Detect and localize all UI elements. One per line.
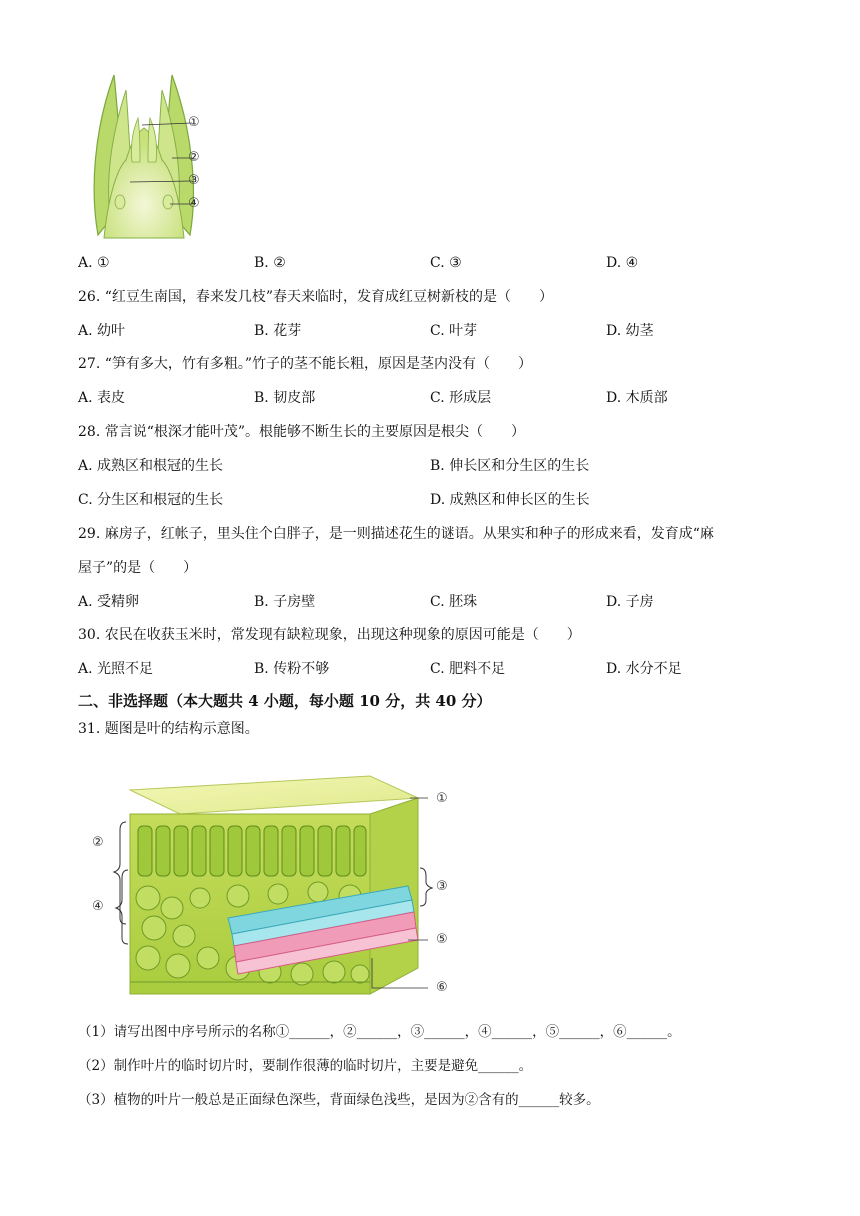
q29-option-b: B. 子房壁 <box>254 594 316 610</box>
q25-option-b: B. ② <box>254 255 286 271</box>
q28-stem: 28. 常言说“根深才能叶茂”。根能够不断生长的主要原因是根尖（ ） <box>78 424 526 440</box>
q28-option-d: D. 成熟区和伸长区的生长 <box>430 492 590 508</box>
q28-option-b: B. 伸长区和分生区的生长 <box>430 458 590 474</box>
q30-stem: 30. 农民在收获玉米时，常发现有缺粒现象，出现这种现象的原因可能是（ ） <box>78 627 581 643</box>
leaf-marker-2: ② <box>92 835 104 850</box>
q29-option-a: A. 受精卵 <box>78 594 140 610</box>
q26-option-d: D. 幼茎 <box>606 323 654 339</box>
q29-option-c: C. 胚珠 <box>430 594 478 610</box>
q27-option-b: B. 韧皮部 <box>254 390 316 406</box>
q31-sub2: （2）制作叶片的临时切片时，要制作很薄的临时切片，主要是避免______。 <box>78 1058 533 1074</box>
q27-stem: 27. “笋有多大，竹有多粗。”竹子的茎不能长粗，原因是茎内没有（ ） <box>78 356 533 372</box>
q30-option-c: C. 肥料不足 <box>430 661 506 677</box>
q26-option-b: B. 花芽 <box>254 323 302 339</box>
q29-stem-line1: 29. 麻房子，红帐子，里头住个白胖子，是一则描述花生的谜语。从果实和种子的形成来看，发育成“麻 <box>78 526 714 542</box>
q30-option-d: D. 水分不足 <box>606 661 682 677</box>
q25-option-c: C. ③ <box>430 255 462 271</box>
q30-option-a: A. 光照不足 <box>78 661 154 677</box>
leaf-marker-1: ① <box>436 791 448 806</box>
q31-sub1: （1）请写出图中序号所示的名称①______，②______，③______，④______，⑤______，⑥______。 <box>78 1024 681 1040</box>
leaf-marker-3: ③ <box>436 879 448 894</box>
section-heading: 二、非选择题（本大题共 4 小题，每小题 10 分，共 40 分） <box>78 692 492 710</box>
q26-option-c: C. 叶芽 <box>430 323 478 339</box>
q27-option-c: C. 形成层 <box>430 390 492 406</box>
q26-stem: 26. “红豆生南国，春来发几枝”春天来临时，发育成红豆树新枝的是（ ） <box>78 289 554 305</box>
bud-marker-2: ② <box>188 150 200 165</box>
bud-marker-1: ① <box>188 115 200 130</box>
leaf-marker-4: ④ <box>92 899 104 914</box>
leaf-structure-figure <box>88 768 468 1000</box>
q30-option-b: B. 传粉不够 <box>254 661 330 677</box>
bud-marker-3: ③ <box>188 173 200 188</box>
leaf-marker-5: ⑤ <box>436 932 448 947</box>
q28-option-a: A. 成熟区和根冠的生长 <box>78 458 224 474</box>
q25-option-d: D. ④ <box>606 255 639 271</box>
q27-option-a: A. 表皮 <box>78 390 126 406</box>
q26-option-a: A. 幼叶 <box>78 323 126 339</box>
q29-option-d: D. 子房 <box>606 594 654 610</box>
q31-sub3: （3）植物的叶片一般总是正面绿色深些，背面绿色浅些，是因为②含有的______较多。 <box>78 1092 600 1108</box>
bud-marker-4: ④ <box>188 196 200 211</box>
q25-option-a: A. ① <box>78 255 110 271</box>
q31-stem: 31. 题图是叶的结构示意图。 <box>78 721 259 737</box>
q28-option-c: C. 分生区和根冠的生长 <box>78 492 224 508</box>
leaf-marker-6: ⑥ <box>436 980 448 995</box>
q29-stem-line2: 屋子”的是（ ） <box>78 560 198 576</box>
q27-option-d: D. 木质部 <box>606 390 668 406</box>
